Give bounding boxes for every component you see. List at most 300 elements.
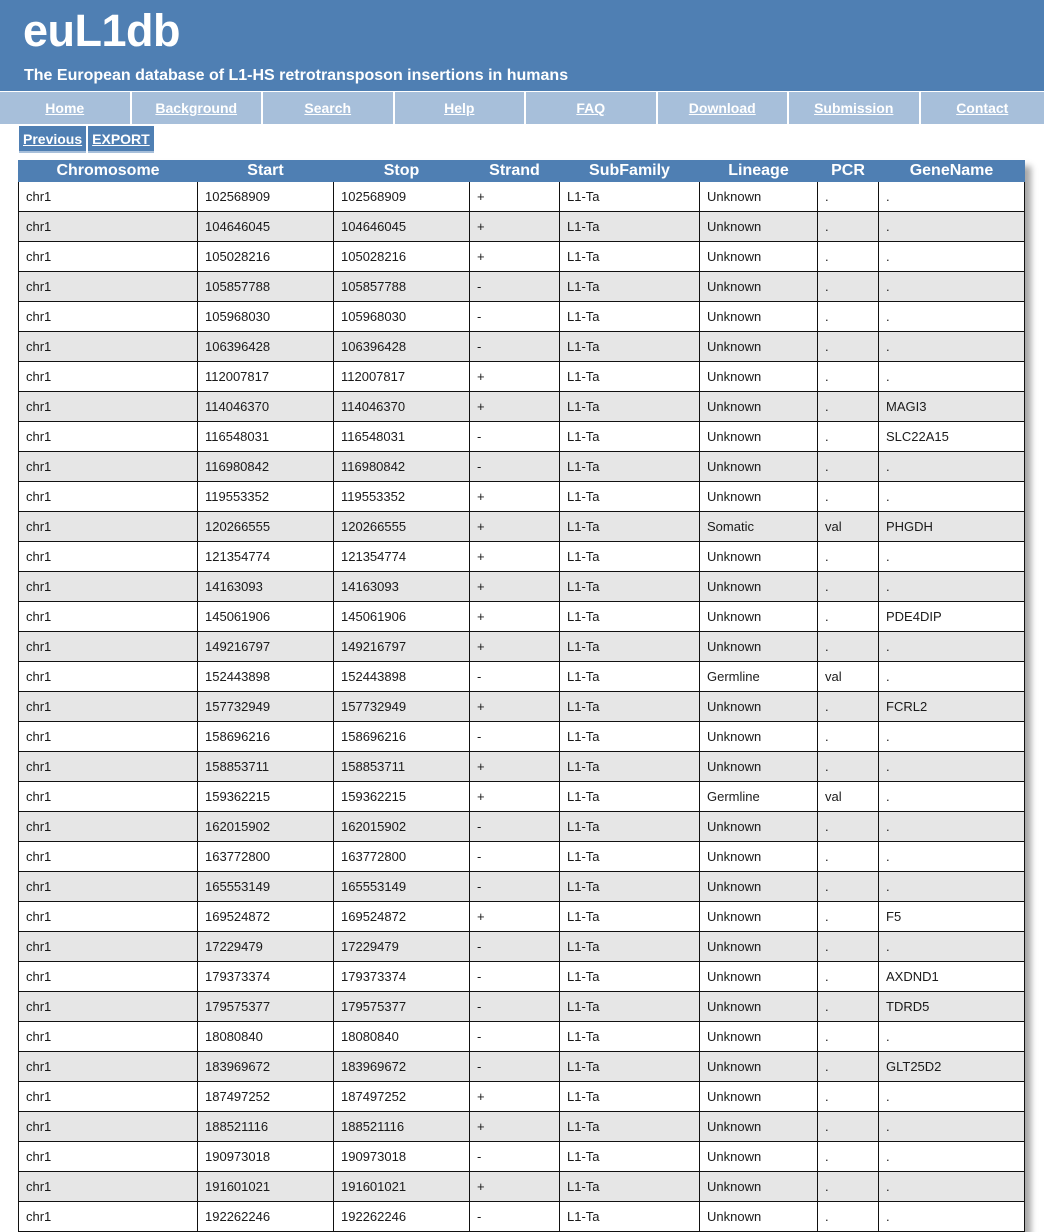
- nav-item-background: [132, 92, 264, 124]
- cell-stop: 169524872: [334, 902, 470, 932]
- cell-stop: 104646045: [334, 212, 470, 242]
- cell-stop: 159362215: [334, 782, 470, 812]
- cell-lineage: Unknown: [700, 1172, 818, 1202]
- export-button[interactable]: EXPORT: [88, 126, 154, 153]
- cell-lineage: Unknown: [700, 602, 818, 632]
- nav-item-contact: [921, 92, 1044, 124]
- cell-genename: FCRL2: [879, 692, 1025, 722]
- cell-stop: 165553149: [334, 872, 470, 902]
- cell-strand: -: [470, 272, 560, 302]
- cell-lineage: Unknown: [700, 392, 818, 422]
- cell-stop: 188521116: [334, 1112, 470, 1142]
- cell-pcr: .: [818, 482, 879, 512]
- cell-lineage: Unknown: [700, 182, 818, 212]
- cell-lineage: Unknown: [700, 242, 818, 272]
- column-header-lineage[interactable]: Lineage: [700, 161, 818, 182]
- cell-stop: 112007817: [334, 362, 470, 392]
- cell-lineage: Unknown: [700, 992, 818, 1022]
- cell-strand: +: [470, 242, 560, 272]
- cell-start: 169524872: [198, 902, 334, 932]
- cell-stop: 116980842: [334, 452, 470, 482]
- cell-pcr: .: [818, 842, 879, 872]
- cell-lineage: Unknown: [700, 872, 818, 902]
- table-row[interactable]: [19, 992, 1025, 1022]
- table-row[interactable]: [19, 632, 1025, 662]
- cell-pcr: .: [818, 452, 879, 482]
- cell-strand: -: [470, 662, 560, 692]
- cell-lineage: Unknown: [700, 812, 818, 842]
- cell-chromosome: chr1: [19, 1112, 198, 1142]
- cell-subfamily: L1-Ta: [560, 752, 700, 782]
- nav-link-search[interactable]: Search: [304, 100, 351, 116]
- nav-item-help: [395, 92, 527, 124]
- table-row[interactable]: [19, 842, 1025, 872]
- cell-start: 183969672: [198, 1052, 334, 1082]
- cell-genename: .: [879, 872, 1025, 902]
- cell-genename: .: [879, 1022, 1025, 1052]
- cell-subfamily: L1-Ta: [560, 1172, 700, 1202]
- cell-genename: .: [879, 812, 1025, 842]
- cell-pcr: .: [818, 1052, 879, 1082]
- cell-start: 116980842: [198, 452, 334, 482]
- table-row[interactable]: [19, 182, 1025, 212]
- cell-pcr: .: [818, 1112, 879, 1142]
- cell-strand: -: [470, 842, 560, 872]
- column-header-chromosome[interactable]: Chromosome: [19, 161, 198, 182]
- cell-strand: +: [470, 1082, 560, 1112]
- table-row[interactable]: [19, 572, 1025, 602]
- cell-subfamily: L1-Ta: [560, 272, 700, 302]
- cell-subfamily: L1-Ta: [560, 1142, 700, 1172]
- table-row[interactable]: [19, 332, 1025, 362]
- cell-lineage: Unknown: [700, 302, 818, 332]
- cell-lineage: Unknown: [700, 422, 818, 452]
- cell-strand: +: [470, 392, 560, 422]
- table-row[interactable]: [19, 782, 1025, 812]
- cell-lineage: Unknown: [700, 212, 818, 242]
- cell-chromosome: chr1: [19, 752, 198, 782]
- cell-lineage: Unknown: [700, 902, 818, 932]
- cell-lineage: Unknown: [700, 1202, 818, 1232]
- table-row[interactable]: [19, 932, 1025, 962]
- cell-lineage: Unknown: [700, 932, 818, 962]
- cell-strand: -: [470, 722, 560, 752]
- table-row[interactable]: [19, 692, 1025, 722]
- cell-genename: .: [879, 242, 1025, 272]
- cell-strand: +: [470, 782, 560, 812]
- cell-chromosome: chr1: [19, 512, 198, 542]
- cell-lineage: Unknown: [700, 632, 818, 662]
- cell-start: 17229479: [198, 932, 334, 962]
- cell-genename: GLT25D2: [879, 1052, 1025, 1082]
- cell-start: 191601021: [198, 1172, 334, 1202]
- cell-genename: .: [879, 542, 1025, 572]
- cell-stop: 158853711: [334, 752, 470, 782]
- cell-pcr: val: [818, 782, 879, 812]
- nav-item-faq: [526, 92, 658, 124]
- site-title[interactable]: euL1db: [23, 2, 180, 60]
- cell-subfamily: L1-Ta: [560, 482, 700, 512]
- cell-chromosome: chr1: [19, 572, 198, 602]
- table-row[interactable]: [19, 362, 1025, 392]
- cell-subfamily: L1-Ta: [560, 332, 700, 362]
- cell-subfamily: L1-Ta: [560, 692, 700, 722]
- cell-lineage: Unknown: [700, 542, 818, 572]
- cell-strand: -: [470, 332, 560, 362]
- cell-start: 149216797: [198, 632, 334, 662]
- cell-pcr: .: [818, 692, 879, 722]
- cell-genename: .: [879, 272, 1025, 302]
- cell-pcr: .: [818, 332, 879, 362]
- cell-strand: -: [470, 1142, 560, 1172]
- results-table-container: [18, 160, 1024, 1232]
- cell-chromosome: chr1: [19, 422, 198, 452]
- cell-chromosome: chr1: [19, 872, 198, 902]
- cell-lineage: Unknown: [700, 1052, 818, 1082]
- cell-chromosome: chr1: [19, 812, 198, 842]
- cell-chromosome: chr1: [19, 362, 198, 392]
- table-row[interactable]: [19, 752, 1025, 782]
- cell-subfamily: L1-Ta: [560, 392, 700, 422]
- column-header-start[interactable]: Start: [198, 161, 334, 182]
- cell-stop: 119553352: [334, 482, 470, 512]
- cell-genename: .: [879, 662, 1025, 692]
- cell-strand: -: [470, 422, 560, 452]
- cell-pcr: .: [818, 422, 879, 452]
- table-row[interactable]: [19, 902, 1025, 932]
- cell-genename: TDRD5: [879, 992, 1025, 1022]
- cell-pcr: .: [818, 1172, 879, 1202]
- cell-stop: 102568909: [334, 182, 470, 212]
- cell-lineage: Somatic: [700, 512, 818, 542]
- cell-chromosome: chr1: [19, 1142, 198, 1172]
- cell-pcr: .: [818, 1022, 879, 1052]
- cell-chromosome: chr1: [19, 1172, 198, 1202]
- cell-start: 121354774: [198, 542, 334, 572]
- cell-genename: .: [879, 722, 1025, 752]
- cell-stop: 114046370: [334, 392, 470, 422]
- cell-pcr: val: [818, 512, 879, 542]
- cell-stop: 18080840: [334, 1022, 470, 1052]
- cell-strand: -: [470, 992, 560, 1022]
- table-row[interactable]: [19, 242, 1025, 272]
- table-row[interactable]: [19, 662, 1025, 692]
- cell-lineage: Unknown: [700, 1142, 818, 1172]
- column-header-subfamily[interactable]: SubFamily: [560, 161, 700, 182]
- cell-start: 158696216: [198, 722, 334, 752]
- nav-link-contact[interactable]: Contact: [956, 100, 1008, 116]
- column-header-strand[interactable]: Strand: [470, 161, 560, 182]
- cell-start: 112007817: [198, 362, 334, 392]
- cell-chromosome: chr1: [19, 542, 198, 572]
- column-header-genename[interactable]: GeneName: [879, 161, 1025, 182]
- table-row[interactable]: [19, 962, 1025, 992]
- nav-link-home[interactable]: Home: [45, 100, 84, 116]
- cell-chromosome: chr1: [19, 902, 198, 932]
- table-row[interactable]: [19, 272, 1025, 302]
- cell-genename: .: [879, 1082, 1025, 1112]
- cell-subfamily: L1-Ta: [560, 542, 700, 572]
- cell-stop: 121354774: [334, 542, 470, 572]
- cell-pcr: .: [818, 1202, 879, 1232]
- cell-stop: 179575377: [334, 992, 470, 1022]
- cell-subfamily: L1-Ta: [560, 662, 700, 692]
- cell-chromosome: chr1: [19, 932, 198, 962]
- table-row[interactable]: [19, 602, 1025, 632]
- cell-lineage: Unknown: [700, 572, 818, 602]
- cell-genename: .: [879, 212, 1025, 242]
- nav-link-help[interactable]: Help: [444, 100, 474, 116]
- cell-stop: 14163093: [334, 572, 470, 602]
- cell-chromosome: chr1: [19, 392, 198, 422]
- cell-pcr: .: [818, 572, 879, 602]
- cell-strand: -: [470, 812, 560, 842]
- cell-lineage: Unknown: [700, 1112, 818, 1142]
- cell-start: 18080840: [198, 1022, 334, 1052]
- table-row[interactable]: [19, 1142, 1025, 1172]
- cell-genename: SLC22A15: [879, 422, 1025, 452]
- table-body: [19, 182, 1025, 1232]
- cell-chromosome: chr1: [19, 632, 198, 662]
- cell-stop: 149216797: [334, 632, 470, 662]
- cell-strand: +: [470, 482, 560, 512]
- cell-pcr: .: [818, 752, 879, 782]
- cell-chromosome: chr1: [19, 782, 198, 812]
- cell-stop: 106396428: [334, 332, 470, 362]
- nav-item-home: [0, 92, 132, 124]
- nav-link-download[interactable]: Download: [689, 100, 756, 116]
- cell-pcr: .: [818, 542, 879, 572]
- cell-start: 187497252: [198, 1082, 334, 1112]
- cell-stop: 158696216: [334, 722, 470, 752]
- cell-pcr: .: [818, 362, 879, 392]
- cell-genename: .: [879, 1142, 1025, 1172]
- cell-strand: +: [470, 602, 560, 632]
- cell-lineage: Unknown: [700, 332, 818, 362]
- cell-stop: 179373374: [334, 962, 470, 992]
- site-header: [0, 0, 1044, 91]
- table-row[interactable]: [19, 1172, 1025, 1202]
- cell-lineage: Unknown: [700, 452, 818, 482]
- cell-pcr: .: [818, 212, 879, 242]
- cell-start: 165553149: [198, 872, 334, 902]
- table-row[interactable]: [19, 392, 1025, 422]
- cell-subfamily: L1-Ta: [560, 602, 700, 632]
- table-row[interactable]: [19, 812, 1025, 842]
- cell-strand: -: [470, 452, 560, 482]
- cell-subfamily: L1-Ta: [560, 1052, 700, 1082]
- cell-strand: -: [470, 962, 560, 992]
- cell-start: 105857788: [198, 272, 334, 302]
- cell-chromosome: chr1: [19, 272, 198, 302]
- cell-start: 159362215: [198, 782, 334, 812]
- table-row[interactable]: [19, 1022, 1025, 1052]
- cell-start: 102568909: [198, 182, 334, 212]
- cell-stop: 163772800: [334, 842, 470, 872]
- cell-stop: 191601021: [334, 1172, 470, 1202]
- cell-genename: .: [879, 482, 1025, 512]
- cell-stop: 187497252: [334, 1082, 470, 1112]
- table-row[interactable]: [19, 722, 1025, 752]
- cell-subfamily: L1-Ta: [560, 872, 700, 902]
- cell-strand: +: [470, 1112, 560, 1142]
- cell-chromosome: chr1: [19, 692, 198, 722]
- cell-subfamily: L1-Ta: [560, 1022, 700, 1052]
- cell-lineage: Unknown: [700, 272, 818, 302]
- cell-start: 152443898: [198, 662, 334, 692]
- table-row[interactable]: [19, 1112, 1025, 1142]
- cell-strand: +: [470, 542, 560, 572]
- cell-subfamily: L1-Ta: [560, 362, 700, 392]
- cell-chromosome: chr1: [19, 842, 198, 872]
- cell-subfamily: L1-Ta: [560, 1112, 700, 1142]
- cell-pcr: .: [818, 1082, 879, 1112]
- cell-pcr: .: [818, 1142, 879, 1172]
- cell-pcr: .: [818, 272, 879, 302]
- cell-subfamily: L1-Ta: [560, 842, 700, 872]
- table-row[interactable]: [19, 1082, 1025, 1112]
- table-row[interactable]: [19, 1202, 1025, 1232]
- cell-strand: +: [470, 1172, 560, 1202]
- cell-start: 14163093: [198, 572, 334, 602]
- cell-chromosome: chr1: [19, 332, 198, 362]
- cell-genename: .: [879, 842, 1025, 872]
- cell-stop: 192262246: [334, 1202, 470, 1232]
- cell-start: 163772800: [198, 842, 334, 872]
- cell-genename: .: [879, 362, 1025, 392]
- cell-genename: MAGI3: [879, 392, 1025, 422]
- nav-link-background[interactable]: Background: [155, 100, 237, 116]
- cell-start: 179373374: [198, 962, 334, 992]
- cell-genename: PDE4DIP: [879, 602, 1025, 632]
- table-row[interactable]: [19, 1052, 1025, 1082]
- cell-lineage: Germline: [700, 782, 818, 812]
- cell-chromosome: chr1: [19, 1202, 198, 1232]
- cell-start: 114046370: [198, 392, 334, 422]
- nav-link-faq[interactable]: FAQ: [576, 100, 605, 116]
- table-row[interactable]: [19, 302, 1025, 332]
- cell-genename: .: [879, 752, 1025, 782]
- nav-link-submission[interactable]: Submission: [814, 100, 893, 116]
- cell-subfamily: L1-Ta: [560, 182, 700, 212]
- cell-start: 145061906: [198, 602, 334, 632]
- cell-lineage: Germline: [700, 662, 818, 692]
- cell-lineage: Unknown: [700, 842, 818, 872]
- cell-subfamily: L1-Ta: [560, 782, 700, 812]
- cell-stop: 183969672: [334, 1052, 470, 1082]
- cell-start: 190973018: [198, 1142, 334, 1172]
- cell-subfamily: L1-Ta: [560, 992, 700, 1022]
- cell-subfamily: L1-Ta: [560, 632, 700, 662]
- table-row[interactable]: [19, 512, 1025, 542]
- cell-chromosome: chr1: [19, 1052, 198, 1082]
- cell-strand: -: [470, 1202, 560, 1232]
- cell-genename: .: [879, 452, 1025, 482]
- cell-subfamily: L1-Ta: [560, 422, 700, 452]
- cell-chromosome: chr1: [19, 1082, 198, 1112]
- cell-strand: +: [470, 212, 560, 242]
- cell-chromosome: chr1: [19, 302, 198, 332]
- cell-start: 106396428: [198, 332, 334, 362]
- cell-start: 104646045: [198, 212, 334, 242]
- cell-genename: AXDND1: [879, 962, 1025, 992]
- cell-start: 158853711: [198, 752, 334, 782]
- column-header-stop[interactable]: Stop: [334, 161, 470, 182]
- cell-pcr: .: [818, 392, 879, 422]
- table-row[interactable]: [19, 542, 1025, 572]
- cell-start: 105968030: [198, 302, 334, 332]
- cell-stop: 17229479: [334, 932, 470, 962]
- cell-genename: .: [879, 182, 1025, 212]
- cell-chromosome: chr1: [19, 482, 198, 512]
- cell-stop: 152443898: [334, 662, 470, 692]
- table-row[interactable]: [19, 872, 1025, 902]
- cell-lineage: Unknown: [700, 752, 818, 782]
- cell-strand: -: [470, 1022, 560, 1052]
- cell-subfamily: L1-Ta: [560, 572, 700, 602]
- table-row[interactable]: [19, 482, 1025, 512]
- cell-genename: .: [879, 302, 1025, 332]
- cell-genename: PHGDH: [879, 512, 1025, 542]
- previous-button[interactable]: Previous: [19, 126, 86, 153]
- cell-lineage: Unknown: [700, 692, 818, 722]
- cell-genename: .: [879, 1172, 1025, 1202]
- pagination-toolbar: [19, 126, 156, 153]
- column-header-pcr[interactable]: PCR: [818, 161, 879, 182]
- cell-subfamily: L1-Ta: [560, 302, 700, 332]
- cell-subfamily: L1-Ta: [560, 962, 700, 992]
- cell-pcr: val: [818, 662, 879, 692]
- cell-chromosome: chr1: [19, 182, 198, 212]
- cell-genename: .: [879, 332, 1025, 362]
- table-row[interactable]: [19, 422, 1025, 452]
- cell-chromosome: chr1: [19, 662, 198, 692]
- cell-subfamily: L1-Ta: [560, 1082, 700, 1112]
- nav-item-download: [658, 92, 790, 124]
- nav-item-submission: [789, 92, 921, 124]
- cell-stop: 105028216: [334, 242, 470, 272]
- results-table: [18, 160, 1025, 1232]
- cell-lineage: Unknown: [700, 362, 818, 392]
- cell-start: 120266555: [198, 512, 334, 542]
- cell-lineage: Unknown: [700, 722, 818, 752]
- cell-chromosome: chr1: [19, 452, 198, 482]
- cell-strand: -: [470, 1052, 560, 1082]
- cell-strand: +: [470, 572, 560, 602]
- table-row[interactable]: [19, 452, 1025, 482]
- cell-strand: +: [470, 182, 560, 212]
- cell-strand: -: [470, 302, 560, 332]
- cell-start: 116548031: [198, 422, 334, 452]
- cell-subfamily: L1-Ta: [560, 242, 700, 272]
- cell-genename: .: [879, 782, 1025, 812]
- cell-pcr: .: [818, 722, 879, 752]
- table-row[interactable]: [19, 212, 1025, 242]
- cell-pcr: .: [818, 602, 879, 632]
- cell-chromosome: chr1: [19, 1022, 198, 1052]
- cell-pcr: .: [818, 182, 879, 212]
- cell-start: 179575377: [198, 992, 334, 1022]
- cell-pcr: .: [818, 632, 879, 662]
- cell-genename: .: [879, 1202, 1025, 1232]
- cell-genename: .: [879, 632, 1025, 662]
- cell-chromosome: chr1: [19, 992, 198, 1022]
- cell-start: 192262246: [198, 1202, 334, 1232]
- cell-subfamily: L1-Ta: [560, 212, 700, 242]
- cell-strand: +: [470, 692, 560, 722]
- cell-start: 157732949: [198, 692, 334, 722]
- cell-strand: -: [470, 872, 560, 902]
